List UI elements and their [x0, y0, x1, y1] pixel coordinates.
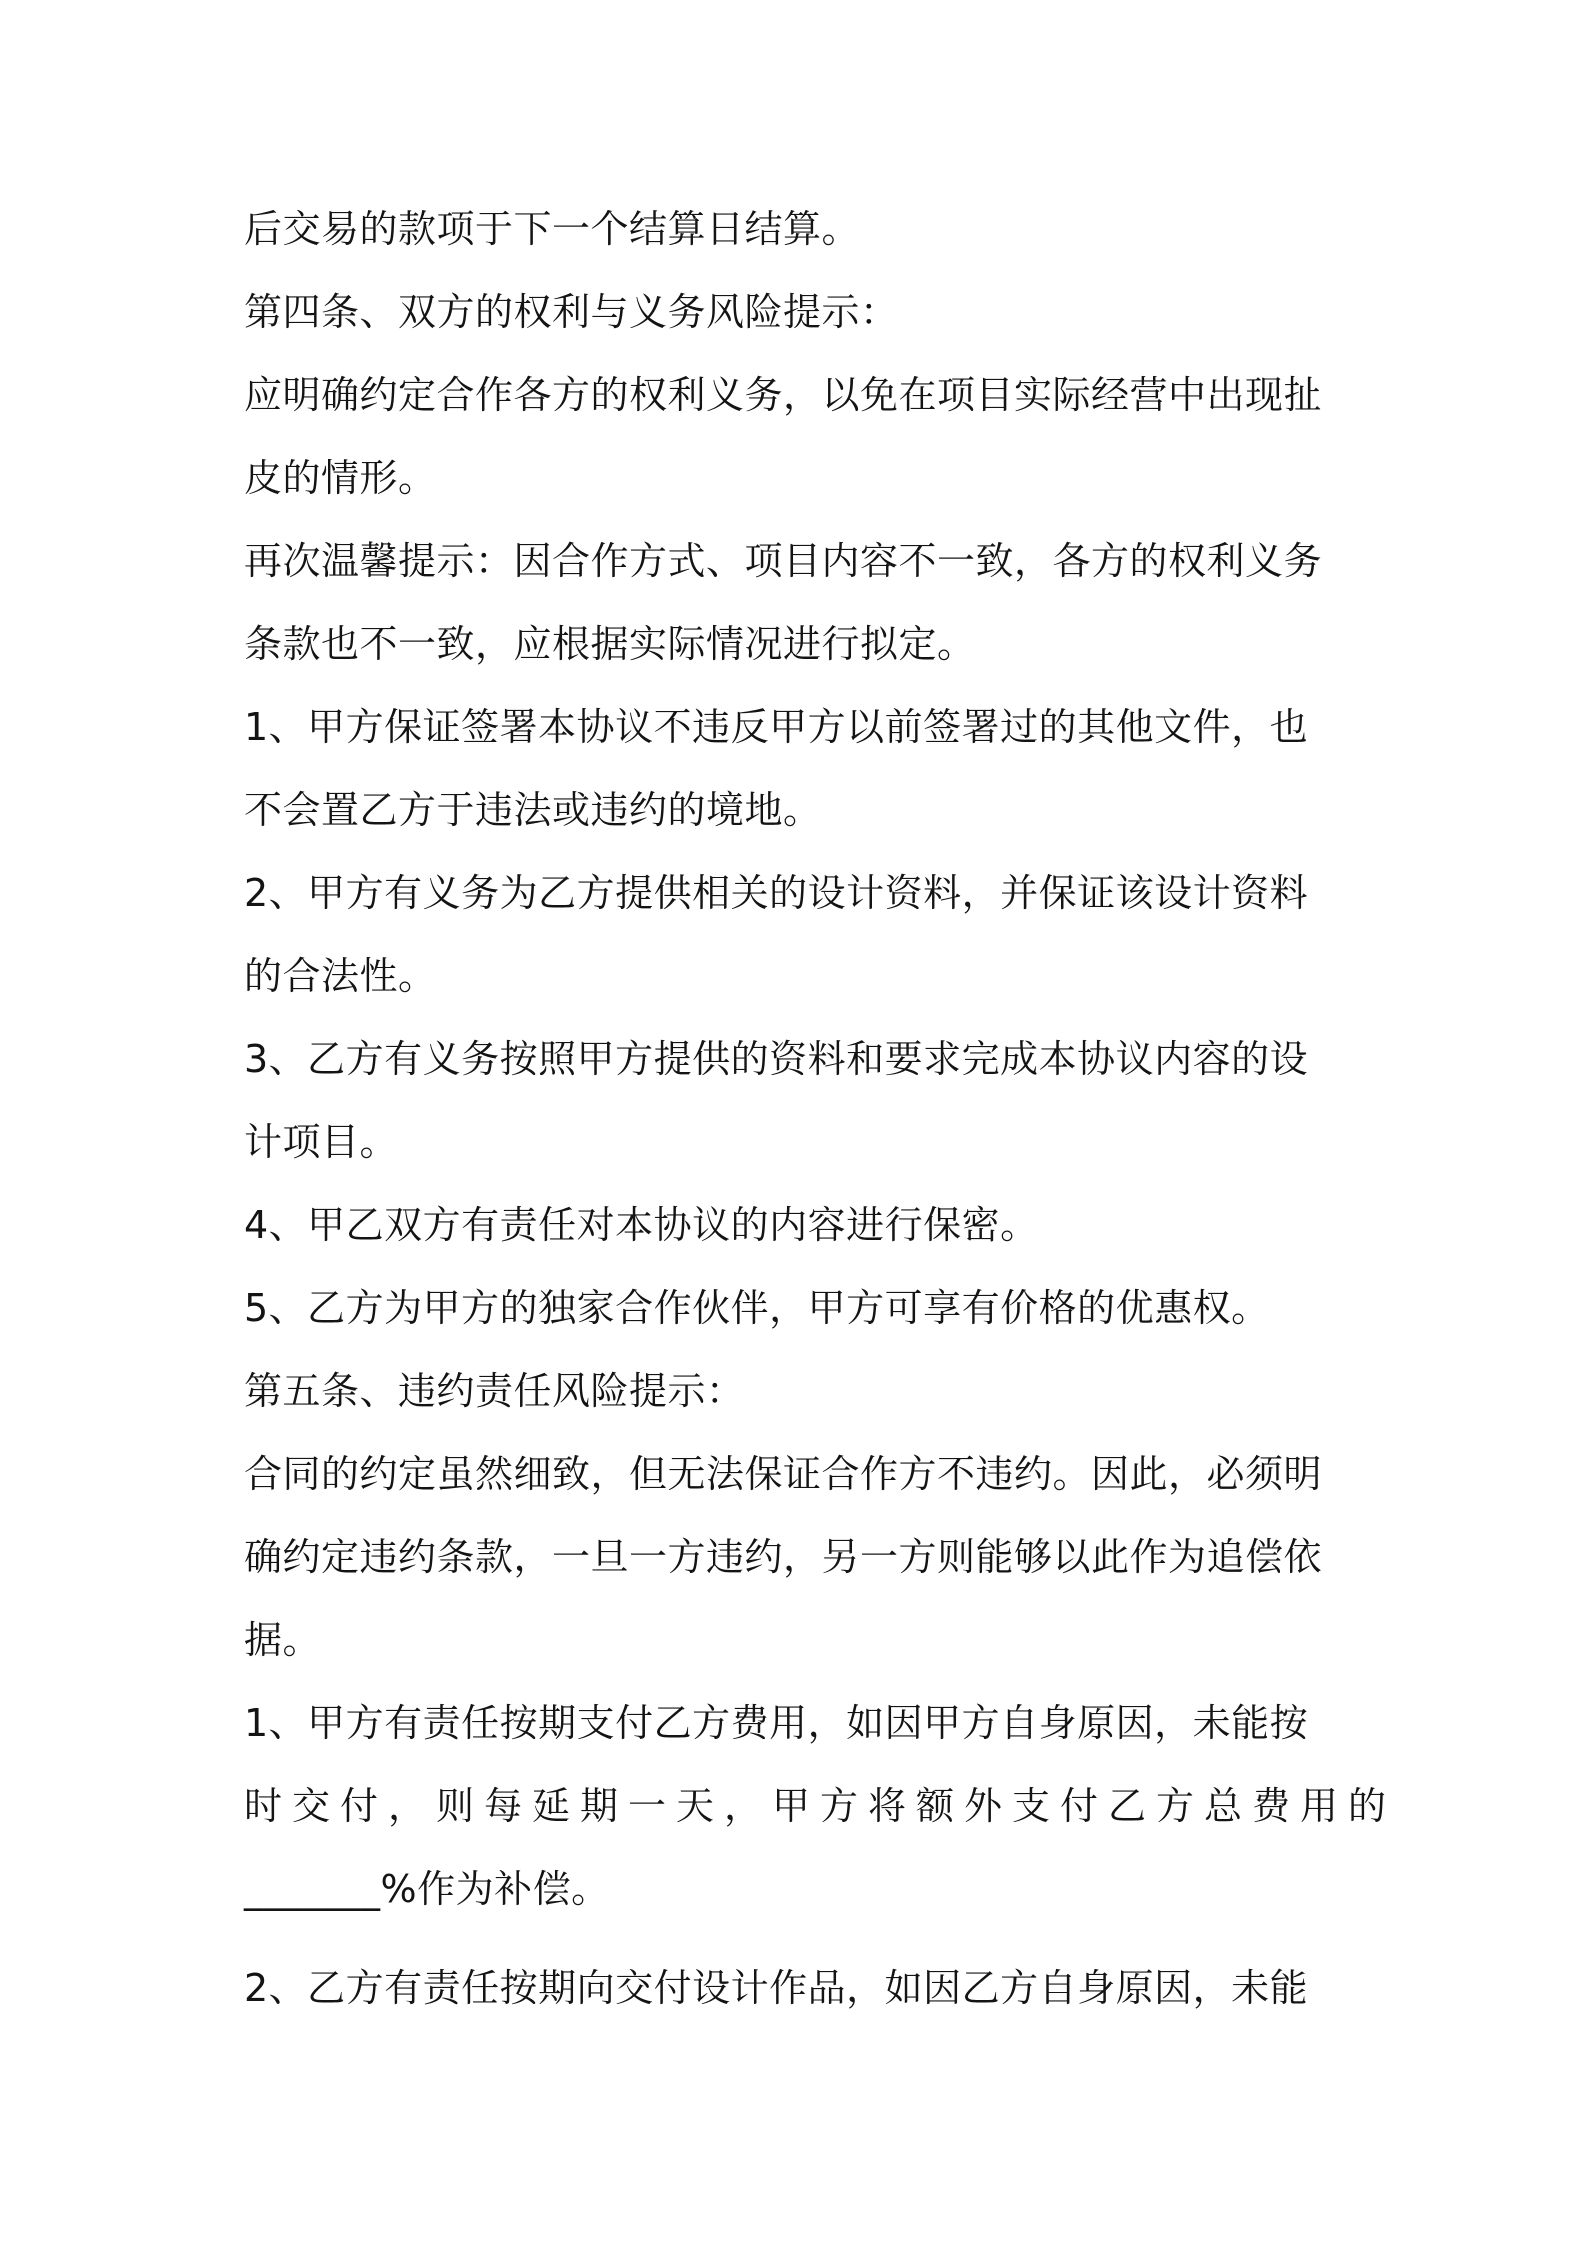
text-line: 不会置乙方于违法或违约的境地。 — [244, 788, 822, 832]
list-item-text: 2、乙方有责任按期向交付设计作品，如因乙方自身原因，未能 — [244, 1966, 1309, 2010]
list-item-text: 4、甲乙双方有责任对本协议的内容进行保密。 — [244, 1203, 1039, 1247]
section-heading-article-4: 第四条、双方的权利与义务风险提示： — [244, 290, 899, 334]
text-line: _______%作为补偿。 — [244, 1867, 610, 1911]
text-line: 皮的情形。 — [244, 456, 437, 500]
text-line: 确约定违约条款，一旦一方违约，另一方则能够以此作为追偿依 — [244, 1535, 1323, 1579]
text-line: 再次温馨提示：因合作方式、项目内容不一致，各方的权利义务 — [244, 539, 1323, 583]
list-item-text: 2、甲方有义务为乙方提供相关的设计资料，并保证该设计资料 — [244, 871, 1309, 915]
text-line: 时交付，则每延期一天，甲方将额外支付乙方总费用的 — [244, 1784, 1397, 1828]
text-line: 应明确约定合作各方的权利义务，以免在项目实际经营中出现扯 — [244, 373, 1323, 417]
list-item-text: 1、甲方保证签署本协议不违反甲方以前签署过的其他文件，也 — [244, 705, 1309, 749]
list-item-text: 1、甲方有责任按期支付乙方费用，如因甲方自身原因，未能按 — [244, 1701, 1309, 1745]
text-line: 据。 — [244, 1618, 322, 1662]
text-line: 后交易的款项于下一个结算日结算。 — [244, 207, 861, 251]
text-line: 条款也不一致，应根据实际情况进行拟定。 — [244, 622, 976, 666]
list-item-text: 3、乙方有义务按照甲方提供的资料和要求完成本协议内容的设 — [244, 1037, 1309, 1081]
text-line: 合同的约定虽然细致，但无法保证合作方不违约。因此，必须明 — [244, 1452, 1323, 1496]
section-heading-article-5: 第五条、违约责任风险提示： — [244, 1369, 745, 1413]
list-item-text: 5、乙方为甲方的独家合作伙伴，甲方可享有价格的优惠权。 — [244, 1286, 1270, 1330]
text-line: 的合法性。 — [244, 954, 437, 998]
text-line: 计项目。 — [244, 1120, 399, 1164]
